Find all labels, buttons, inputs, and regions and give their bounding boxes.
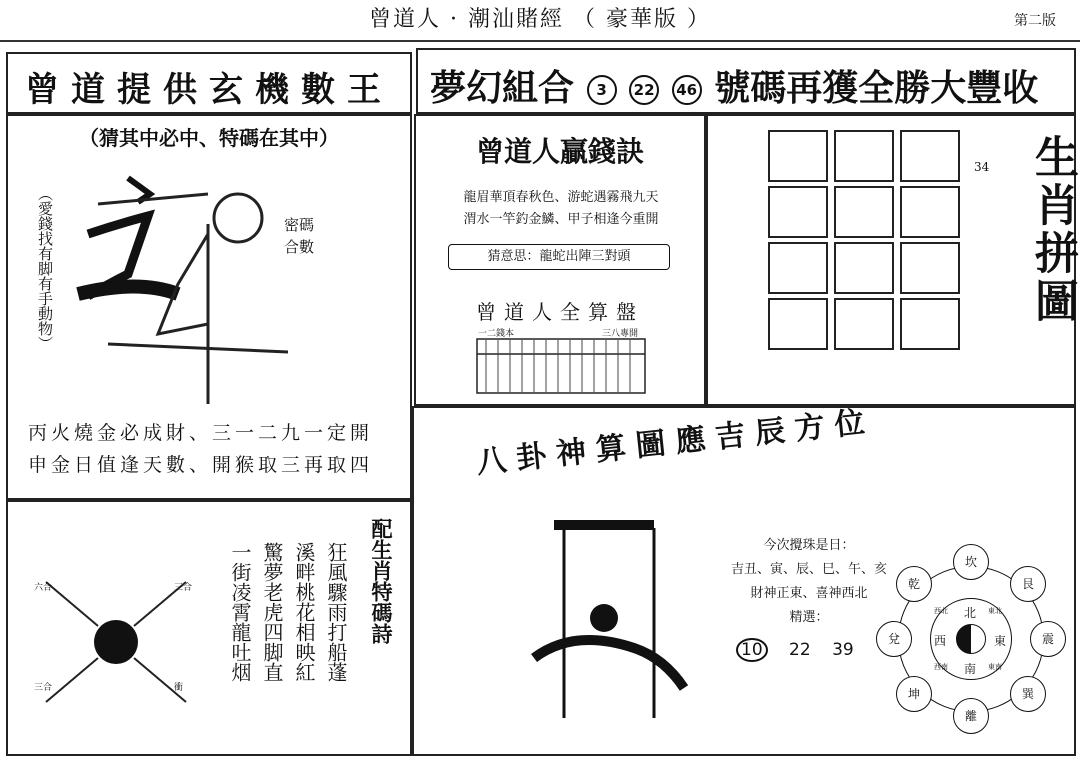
corner-label: 三合	[174, 583, 193, 593]
direction-label: 南	[964, 662, 977, 676]
riddle-box: 猜意思：龍蛇出陣三對頭	[448, 244, 670, 270]
combo-number: 22	[629, 75, 659, 105]
pick-number: 22	[789, 640, 811, 660]
zodiac-tile-icon	[900, 130, 960, 182]
hanzi-sketch-illustration	[58, 164, 328, 424]
subtitle: （猜其中必中、特碼在其中）	[79, 126, 339, 150]
zodiac-tile-icon	[768, 130, 828, 182]
combo-number: 46	[672, 75, 702, 105]
trigram-label: 坤	[896, 676, 932, 712]
banner-box	[6, 52, 412, 114]
combo-number: 3	[587, 75, 617, 105]
trigram-label: 巽	[1010, 676, 1046, 712]
direction-label: 西北	[934, 607, 948, 615]
code-label: 密碼合數	[284, 216, 315, 256]
info-line: 今次攪珠是日：	[763, 538, 855, 553]
zodiac-tag: 34	[974, 160, 990, 174]
edition-label: 第二版	[1014, 13, 1056, 29]
poem-column: 一街凌霄龍吐烟	[228, 542, 252, 682]
zodiac-tile-icon	[768, 242, 828, 294]
bagua-wheel	[876, 544, 1064, 750]
bagua-title: 八卦神算圖應吉辰方位	[474, 404, 877, 481]
banner-title: 曾道提供玄機數王	[25, 70, 393, 110]
headline-suffix: 號碼再獲全勝大豐收	[714, 68, 1039, 109]
zodiac-title: 生肖拼圖	[1027, 134, 1078, 326]
poem-title: 配生肖特碼詩	[369, 518, 394, 644]
direction-label: 東北	[988, 607, 1002, 615]
zodiac-tile-icon	[768, 298, 828, 350]
zodiac-tile-icon	[834, 130, 894, 182]
zodiac-tile-icon	[834, 186, 894, 238]
compass-diagram	[26, 572, 206, 722]
zodiac-tile-icon	[834, 298, 894, 350]
page-title: 曾道人 · 潮汕賭經 （ 豪華版 ）	[369, 7, 711, 32]
abacus-graphic	[476, 338, 646, 394]
info-line: 財神正東、喜神西北	[750, 586, 868, 601]
win-formula-title: 曾道人贏錢訣	[475, 135, 644, 168]
zodiac-tile-icon	[900, 242, 960, 294]
trigram-label: 兌	[876, 621, 912, 657]
abacus-right-label: 三八專開	[602, 329, 639, 339]
abacus-title: 曾道人全算盤	[476, 300, 644, 324]
win-formula-panel	[414, 114, 706, 406]
corner-label: 三合	[34, 683, 53, 693]
abacus-left-label: 一二錢本	[478, 329, 515, 339]
headline-prefix: 夢幻組合	[430, 68, 575, 109]
verse-line-1: 龍眉華頂春秋色、游蛇遇霧飛九天	[463, 190, 659, 205]
left-top-panel	[6, 114, 412, 500]
header-rule	[0, 40, 1080, 42]
verse-line-2: 渭水一竿釣金鱗、甲子相逢今重開	[463, 212, 659, 227]
yin-yang-icon	[956, 624, 986, 654]
zodiac-tile-icon	[768, 186, 828, 238]
trigram-label: 坎	[953, 544, 989, 580]
headline-box	[416, 48, 1076, 114]
direction-label: 東南	[988, 663, 1002, 671]
warrior-horse-illustration	[514, 518, 694, 738]
direction-label: 東	[994, 634, 1007, 648]
bagua-panel	[412, 406, 1076, 756]
poem-column: 溪畔桃花相映紅	[292, 542, 316, 682]
info-line: 吉丑、寅、辰、巳、午、亥	[730, 562, 887, 577]
poem-column: 狂風驟雨打船蓬	[324, 542, 348, 682]
direction-label: 北	[964, 606, 977, 620]
poem-panel	[6, 500, 412, 756]
trigram-label: 艮	[1010, 566, 1046, 602]
zodiac-tile-icon	[900, 186, 960, 238]
direction-label: 西	[934, 634, 947, 648]
trigram-label: 震	[1030, 621, 1066, 657]
poem-line-1: 丙火燒金必成財、三一二九一定開	[28, 422, 374, 444]
poem-column: 驚夢老虎四脚直	[260, 542, 284, 682]
corner-label: 衝	[174, 683, 184, 693]
zodiac-tile-icon	[900, 298, 960, 350]
pick-number: 39	[832, 640, 854, 660]
trigram-label: 乾	[896, 566, 932, 602]
pick-number: 10	[736, 638, 768, 662]
corner-label: 六合	[34, 583, 53, 593]
side-hint: （愛錢找有脚有手動物）	[36, 186, 54, 351]
zodiac-panel	[706, 114, 1076, 406]
info-line: 精選：	[789, 610, 829, 625]
zodiac-tile-icon	[834, 242, 894, 294]
poem-line-2: 申金日值逢天數、開猴取三再取四	[28, 454, 374, 476]
trigram-label: 離	[953, 698, 989, 734]
direction-label: 西南	[934, 663, 948, 671]
